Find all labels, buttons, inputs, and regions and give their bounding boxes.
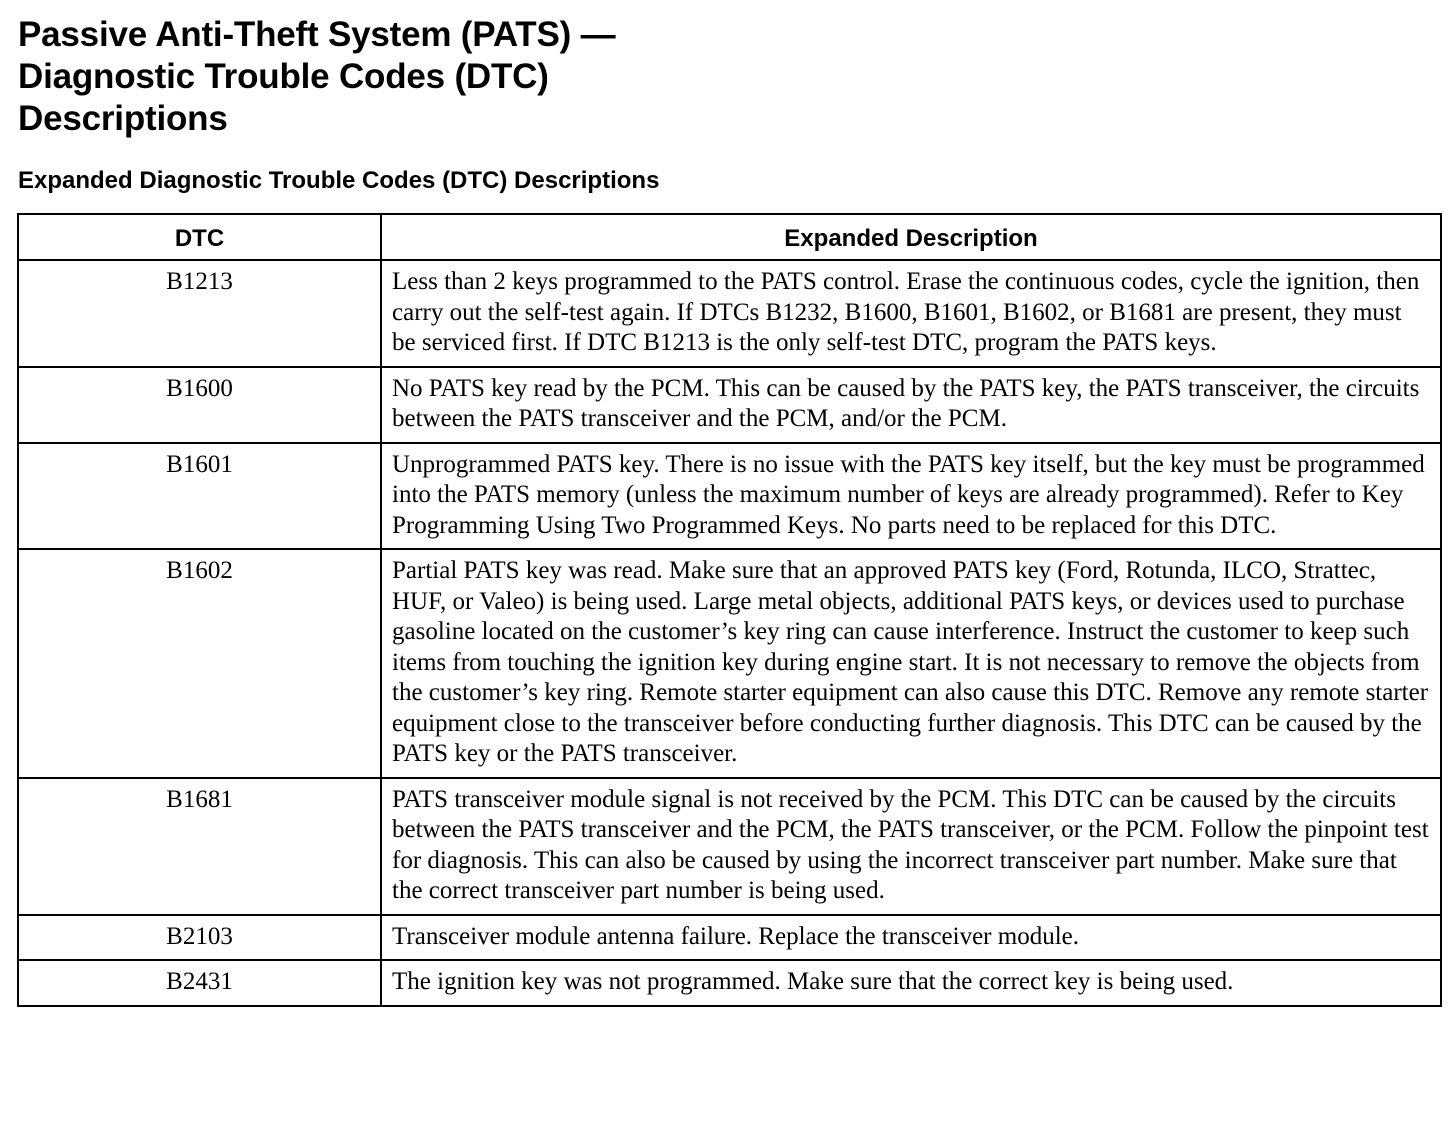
dtc-description-cell: The ignition key was not programmed. Make sure that the correct key is being used.	[381, 960, 1441, 1006]
dtc-code-cell: B1213	[18, 260, 381, 367]
dtc-code-cell: B2103	[18, 915, 381, 961]
dtc-description-cell: Unprogrammed PATS key. There is no issue with the PATS key itself, but the key must be programmed into the PATS memory (unless the maximum number of keys are already programmed). Refer to Key Programming Using Two Programmed Keys. No parts need to be replaced for this DTC.	[381, 443, 1441, 550]
table-row	[18, 960, 1441, 1006]
page-title	[18, 14, 615, 140]
table-row	[18, 915, 1441, 961]
page-title-line: Passive Anti-Theft System (PATS) —	[18, 15, 616, 54]
table-row	[18, 443, 1441, 550]
table-header-row	[18, 214, 1441, 260]
dtc-description-cell: Less than 2 keys programmed to the PATS control. Erase the continuous codes, cycle the ignition, then carry out the self-test again. If DTCs B1232, B1600, B1601, B1602, or B1681 are present, they must be serviced first. If DTC B1213 is the only self-test DTC, program the PATS keys.	[381, 260, 1441, 367]
page-title-line: Descriptions	[18, 99, 228, 138]
dtc-code-cell: B2431	[18, 960, 381, 1006]
page-title-line: Diagnostic Trouble Codes (DTC)	[18, 57, 549, 96]
dtc-description-cell: Partial PATS key was read. Make sure that an approved PATS key (Ford, Rotunda, ILCO, Strattec, HUF, or Valeo) is being used. Large metal objects, additional PATS keys, or devices used to purchase gasoline located on the customer’s key ring can cause interference. Instruct the customer to keep such items from touching the ignition key during engine start. It is not necessary to remove the objects from the customer’s key ring. Remote starter equipment can also cause this DTC. Remove any remote starter equipment close to the transceiver before conducting further diagnosis. This DTC can be caused by the PATS key or the PATS transceiver.	[381, 549, 1441, 778]
section-subtitle: Expanded Diagnostic Trouble Codes (DTC) Descriptions	[18, 167, 660, 194]
dtc-description-cell: PATS transceiver module signal is not received by the PCM. This DTC can be caused by the circuits between the PATS transceiver and the PCM, the PATS transceiver, or the PCM. Follow the pinpoint test for diagnosis. This can also be caused by using the incorrect transceiver part number. Make sure that the correct transceiver part number is being used.	[381, 778, 1441, 915]
dtc-table	[17, 213, 1442, 1007]
dtc-description-cell: No PATS key read by the PCM. This can be caused by the PATS key, the PATS transceiver, the circuits between the PATS transceiver and the PCM, and/or the PCM.	[381, 367, 1441, 443]
table-row	[18, 778, 1441, 915]
dtc-code-cell: B1601	[18, 443, 381, 550]
table-row	[18, 367, 1441, 443]
dtc-description-cell: Transceiver module antenna failure. Replace the transceiver module.	[381, 915, 1441, 961]
column-header-dtc: DTC	[18, 214, 381, 260]
column-header-description: Expanded Description	[381, 214, 1441, 260]
table-row	[18, 549, 1441, 778]
dtc-code-cell: B1681	[18, 778, 381, 915]
dtc-code-cell: B1600	[18, 367, 381, 443]
table-row	[18, 260, 1441, 367]
dtc-code-cell: B1602	[18, 549, 381, 778]
